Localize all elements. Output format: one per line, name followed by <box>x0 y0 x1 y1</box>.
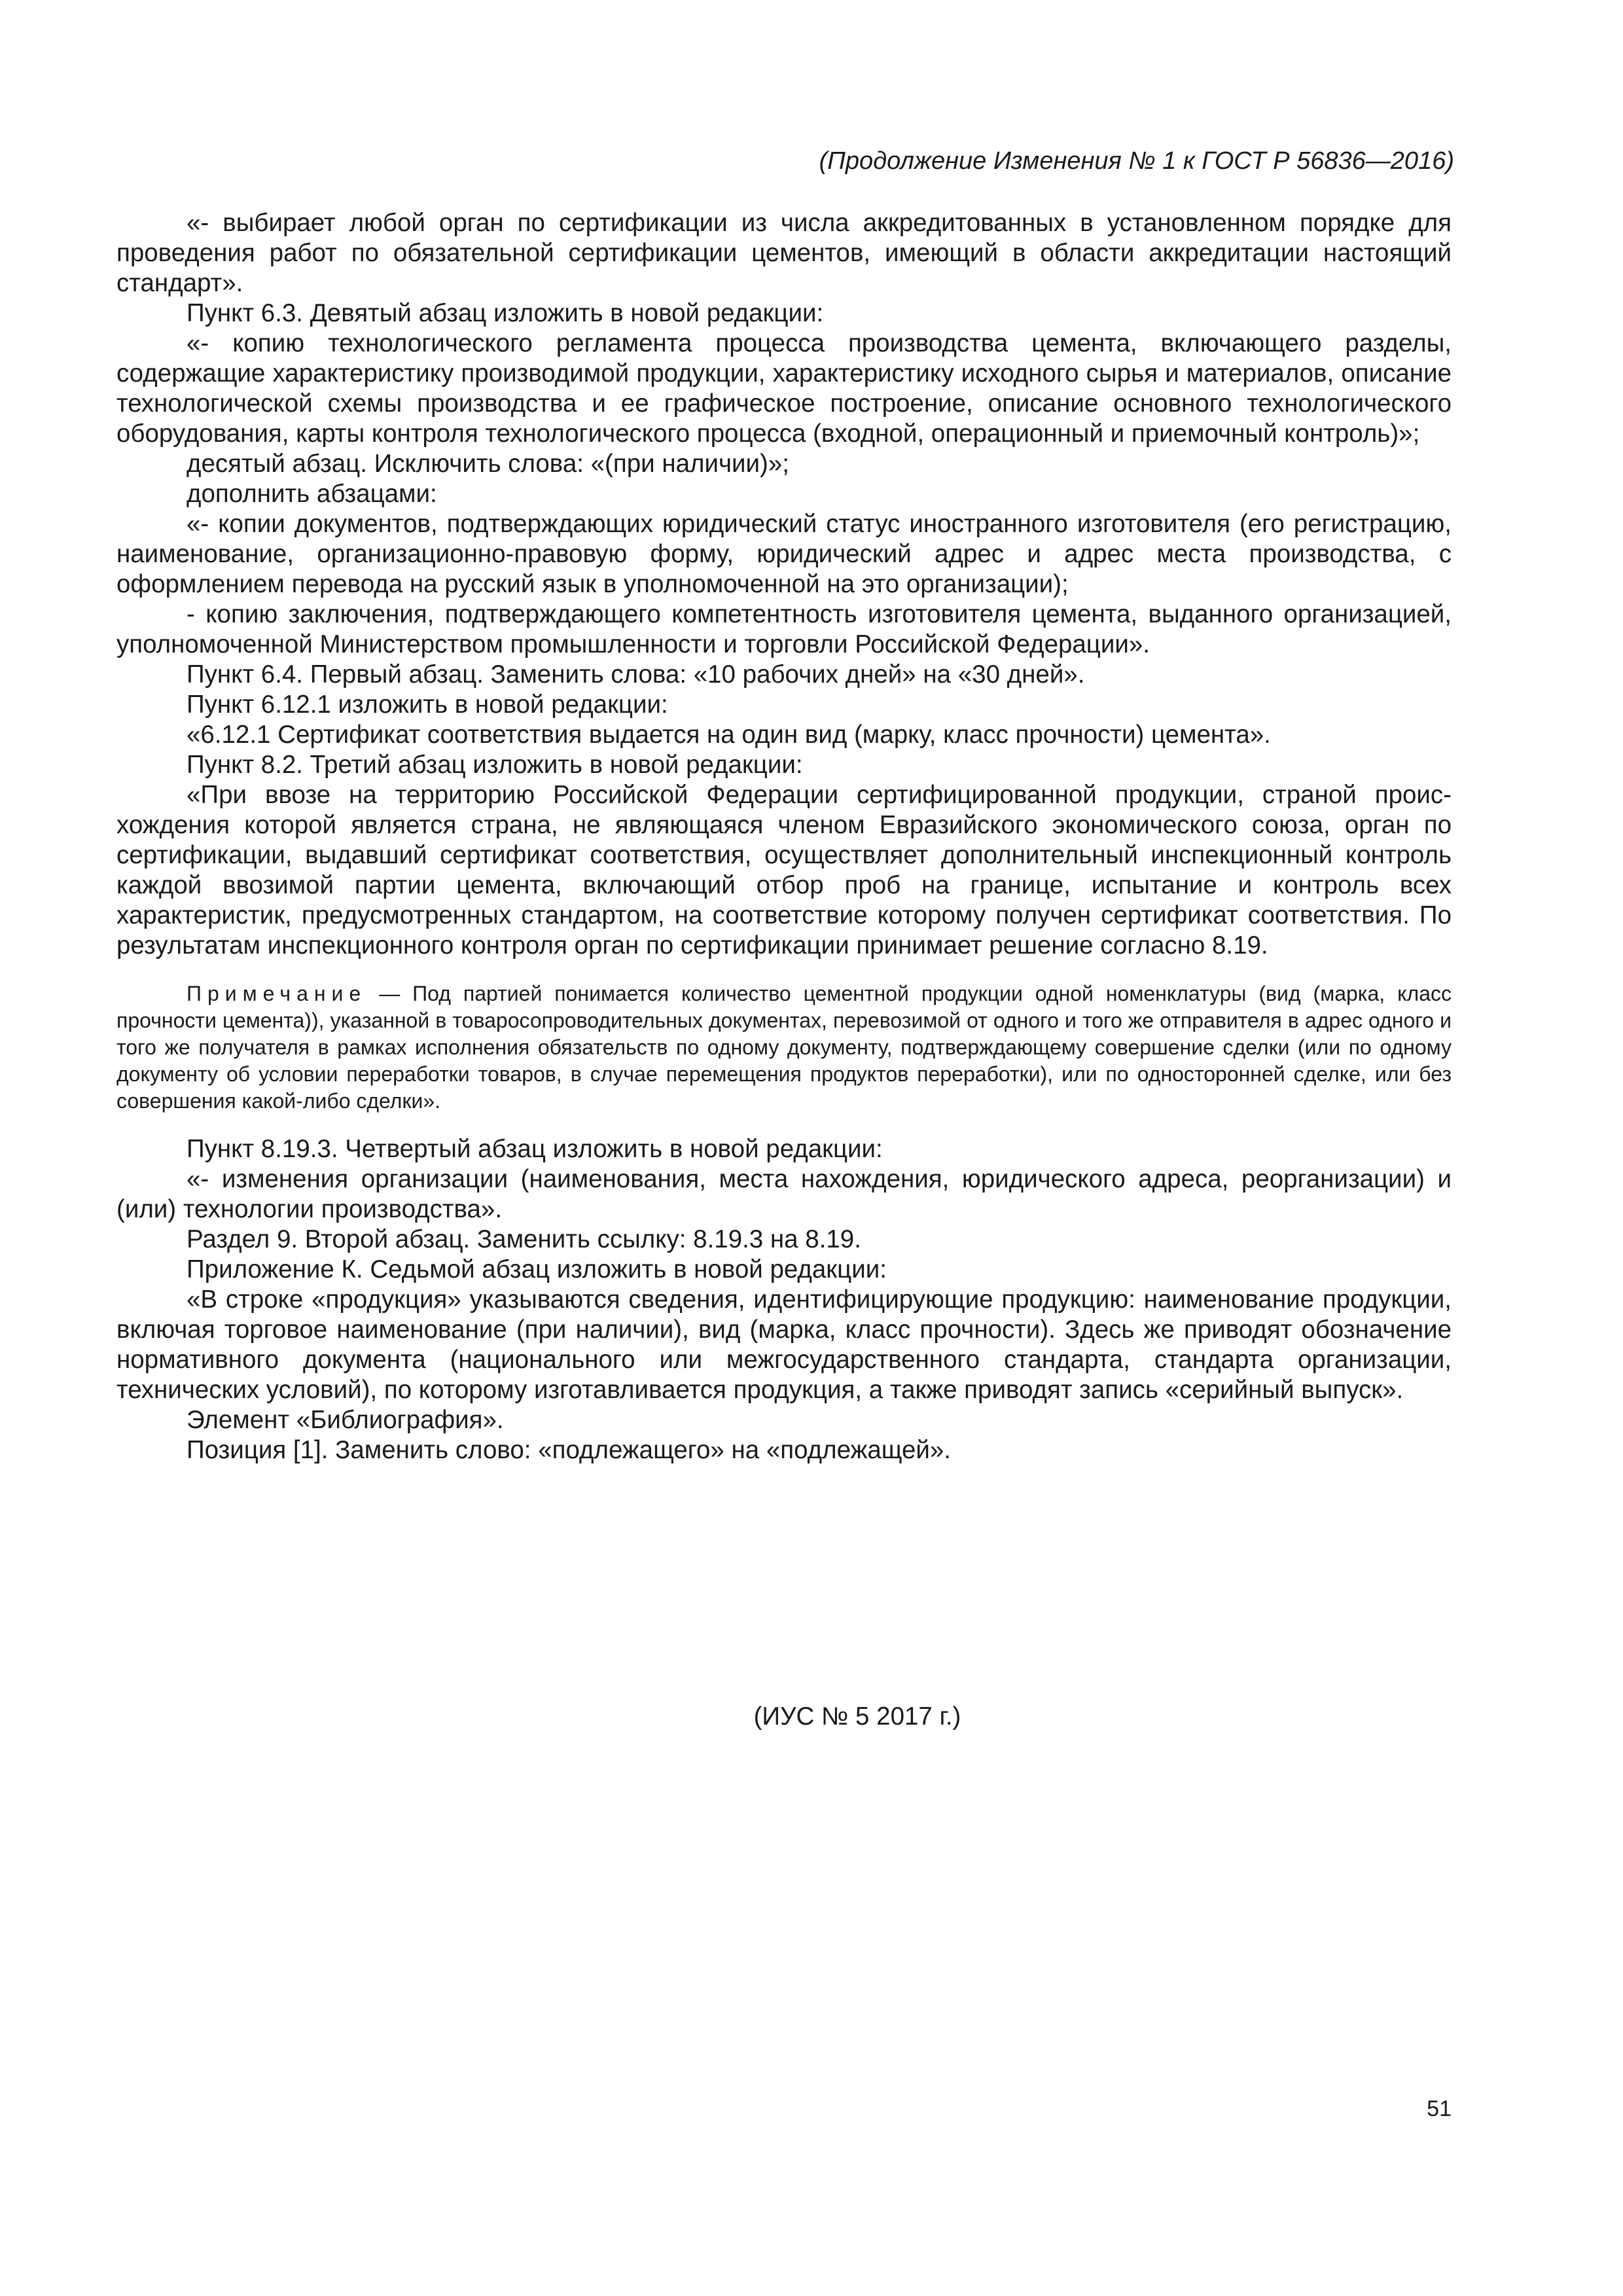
paragraph: - копию заключения, подтверждающего компетентность изготовителя цемента, выданного организацией, уполномоченной Министерством промышленности и торговли Российской Федерации». <box>116 600 1452 658</box>
paragraph: Пункт 8.19.3. Четвертый абзац изложить в новой редакции: <box>187 1135 883 1163</box>
paragraph: Пункт 6.3. Девятый абзац изложить в новой редакции: <box>187 299 824 327</box>
paragraph: Пункт 6.4. Первый абзац. Заменить слова: «10 рабочих дней» на «30 дней». <box>187 660 1085 689</box>
paragraph: Раздел 9. Второй абзац. Заменить ссылку: 8.19.3 на 8.19. <box>187 1225 861 1253</box>
paragraph: «- копии документов, подтверждающих юридический статус иностранного изготовителя (его регистрацию, наименование, организационно-правовую форму, юридический адрес и адрес места производства, с оформлением перевода на русский язык в уполномоченной на это организации); <box>116 510 1452 598</box>
paragraph: Пункт 6.12.1 изложить в новой редакции: <box>187 691 668 719</box>
paragraph: дополнить абзацами: <box>187 480 437 508</box>
paragraph: Элемент «Библиография». <box>187 1406 504 1434</box>
running-header: (Продолжение Изменения № 1 к ГОСТ Р 56836—2016) <box>819 147 1454 175</box>
paragraph: «6.12.1 Сертификат соответствия выдается на один вид (марку, класс прочности) цемента». <box>187 721 1271 749</box>
paragraph: Пункт 8.2. Третий абзац изложить в новой редакции: <box>187 751 803 779</box>
ius-reference: (ИУС № 5 2017 г.) <box>753 1702 961 1731</box>
note-label: Примечание <box>187 982 367 1005</box>
paragraph: «В строке «продукция» указываются сведения, идентифицирующие продукцию: наименование продукции, включая торговое наименование (при наличии), вид (марка, класс прочности). Здесь же приводят обозначение нормативного документа (национального или межгосударственного стандарта, стандарта организации, технических условий), по которому изготавливается продукция, а также приводят запись «серийный выпуск». <box>116 1285 1452 1404</box>
paragraph: «- изменения организации (наименования, места нахождения, юридического адреса, реорганизации) и (или) технологии производства». <box>116 1165 1452 1223</box>
paragraph: Позиция [1]. Заменить слово: «подлежащего» на «подлежащей». <box>187 1436 952 1464</box>
paragraph: «При ввозе на территорию Российской Федерации сертифицированной продукции, страной происхождения которой является страна, не являющаяся членом Евразийского экономического союза, орган по сертификации, выдавший сертификат соответствия, осуществляет дополнительный инспекционный контроль каждой ввозимой партии цемента, включающий отбор проб на границе, испытание и контроль всех характеристик, предусмотренных стандартом, на соответствие которому получен сертификат соответствия. По результатам инспекционного контроля орган по сертификации принимает решение согласно 8.19. <box>116 781 1452 960</box>
paragraph: «- копию технологического регламента процесса производства цемента, включающего разделы, содержащие характеристику производимой продукции, характеристику исходного сырья и материалов, описание технологической схемы производства и ее графическое построение, описание основного технологического оборудования, карты контроля технологического процесса (входной, операционный и приемочный контроль)»; <box>116 329 1452 448</box>
note-paragraph <box>116 980 1452 1115</box>
document-body <box>116 208 1452 1465</box>
page-number: 51 <box>1427 2096 1452 2121</box>
paragraph: «- выбирает любой орган по сертификации из числа аккредитованных в установленном порядке для проведения работ по обязательной сертификации цементов, имеющий в области аккредитации настоящий стандарт». <box>116 209 1452 297</box>
paragraph: десятый абзац. Исключить слова: «(при наличии)»; <box>187 450 789 478</box>
paragraph: Приложение К. Седьмой абзац изложить в новой редакции: <box>187 1255 887 1283</box>
note-block <box>116 980 1452 1115</box>
note-text: — Под партией понимается количество цементной продукции одной номенклатуры (вид (марка, класс прочности цемента)), указанной в товаросопроводительных документах, перевозимой от одного и того же отправителя в адрес одного и того же получателя в рамках исполнения обязательств по одному документу, подтверждающему совершение сделки (или по одному документу об условии переработки товаров, в случае перемещения продуктов переработки), или по односторонней сделке, или без совершения какой-либо сделки». <box>116 982 1452 1113</box>
